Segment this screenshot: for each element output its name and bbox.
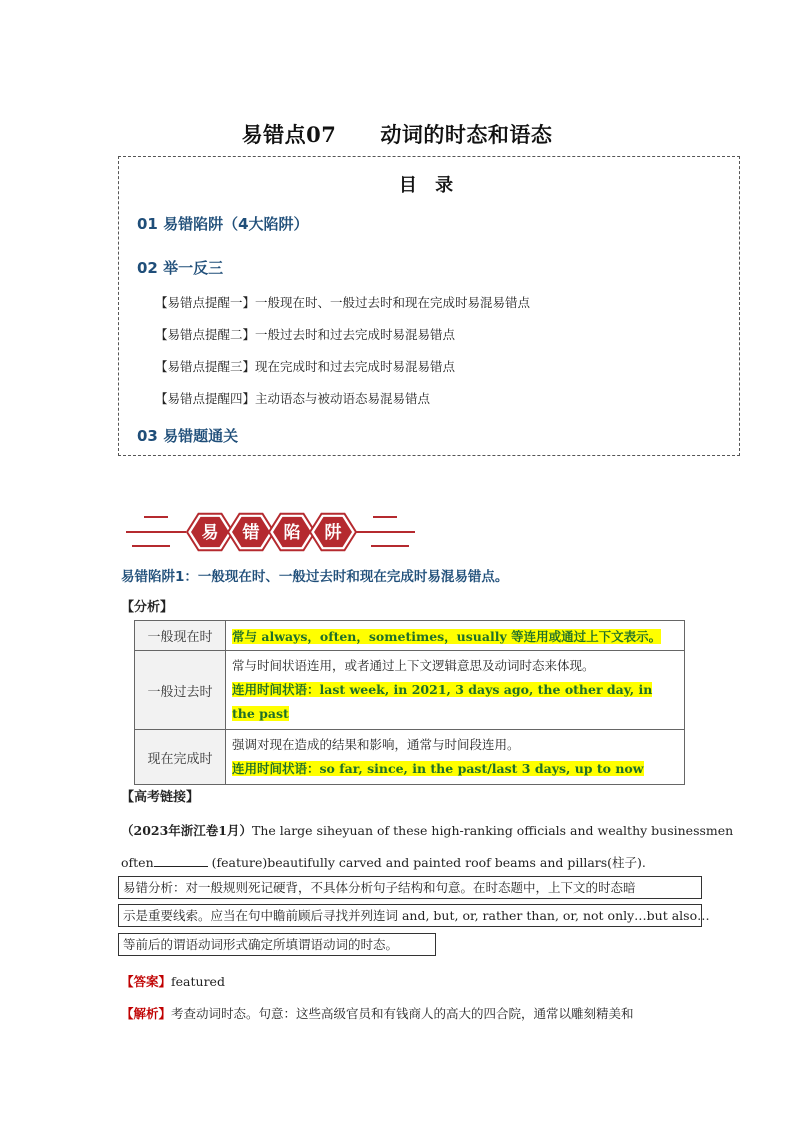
table-row — [135, 730, 685, 785]
gaokao-link-label: 【高考链接】 — [121, 790, 200, 805]
tense-cell: 现在完成时 — [135, 730, 226, 785]
highlighted-usage: 连用时间状语：last week, in 2021, 3 days ago, the other day, in the past — [232, 682, 653, 721]
table-of-contents — [118, 156, 740, 456]
error-analysis-line-2: 示是重要线索。应当在句中瞻前顾后寻找并列连词 and, but, or, rather than, or, not only…but also… — [118, 904, 702, 927]
explanation-line — [121, 1004, 634, 1022]
answer-line — [121, 972, 225, 990]
toc-heading: 目 录 — [398, 175, 460, 196]
tense-cell: 一般现在时 — [135, 621, 226, 651]
highlighted-usage: 常与 always，often，sometimes，usually 等连用或通过上下文表示。 — [232, 628, 662, 644]
page-title-code: 易错点07 — [241, 122, 337, 147]
toc-item-4[interactable]: 【易错点提醒四】主动语态与被动语态易混易错点 — [155, 391, 431, 406]
banner-right-ornament — [355, 517, 415, 546]
highlighted-usage: 连用时间状语：so far, since, in the past/last 3 days, up to now — [232, 761, 644, 776]
banner-char-3: 陷 — [283, 523, 301, 543]
page-title-topic: 动词的时态和语态 — [380, 122, 553, 147]
question-text-1: The large siheyuan of these high-ranking officials and wealthy businessmen — [252, 823, 734, 838]
analysis-table — [134, 620, 685, 785]
question-text-2-pre: often — [121, 855, 154, 870]
description-cell — [226, 651, 685, 730]
tense-cell: 一般过去时 — [135, 651, 226, 730]
question-source: （2023年浙江卷1月） — [121, 823, 252, 838]
toc-item-2[interactable]: 【易错点提醒二】一般过去时和过去完成时易混易错点 — [155, 327, 456, 342]
table-row — [135, 651, 685, 730]
error-analysis-line-3: 等前后的谓语动词形式确定所填谓语动词的时态。 — [118, 933, 436, 956]
description-cell — [226, 730, 685, 785]
error-analysis-line-1: 易错分析：对一般规则死记硬背，不具体分析句子结构和句意。在时态题中，上下文的时态暗 — [118, 876, 702, 899]
section-banner — [118, 505, 423, 559]
banner-char-2: 错 — [242, 523, 260, 543]
analysis-label: 【分析】 — [121, 600, 174, 615]
banner-left-ornament — [126, 517, 186, 546]
question-text-2-post: (feature)beautifully carved and painted roof beams and pillars(柱子). — [207, 855, 646, 870]
toc-section-1[interactable]: 01 易错陷阱（4大陷阱） — [137, 215, 309, 233]
description-cell — [226, 621, 685, 651]
table-row — [135, 621, 685, 651]
answer-text: featured — [171, 974, 225, 989]
toc-item-3[interactable]: 【易错点提醒三】现在完成时和过去完成时易混易错点 — [155, 359, 456, 374]
question-line-2 — [121, 853, 646, 871]
usage-text: 常与时间状语连用，或者通过上下文逻辑意思及动词时态来体现。 — [232, 658, 595, 673]
banner-char-4: 阱 — [324, 523, 342, 543]
toc-section-2[interactable]: 02 举一反三 — [137, 259, 224, 277]
page-title — [0, 119, 794, 149]
banner-char-1: 易 — [201, 523, 219, 543]
question-line-1 — [121, 821, 733, 839]
trap-1-title: 易错陷阱1：一般现在时、一般过去时和现在完成时易混易错点。 — [121, 569, 509, 585]
usage-text: 强调对现在造成的结果和影响，通常与时间段连用。 — [232, 737, 520, 752]
answer-blank[interactable] — [154, 854, 208, 867]
explanation-text: 考查动词时态。句意：这些高级官员和有钱商人的高大的四合院，通常以雕刻精美和 — [171, 1006, 634, 1021]
answer-label: 【答案】 — [121, 974, 172, 989]
toc-section-3[interactable]: 03 易错题通关 — [137, 427, 239, 445]
explanation-label: 【解析】 — [121, 1006, 172, 1021]
toc-item-1[interactable]: 【易错点提醒一】一般现在时、一般过去时和现在完成时易混易错点 — [155, 295, 531, 310]
